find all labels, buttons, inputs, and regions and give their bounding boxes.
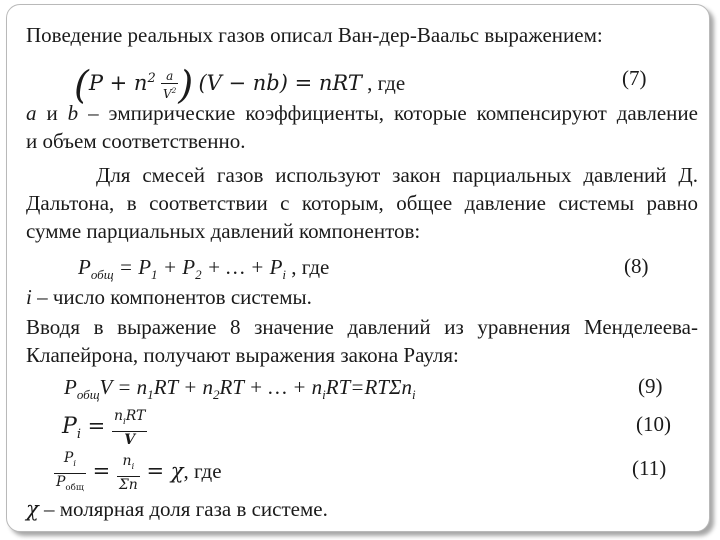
equation-11: $\frac{P_i}{P_{общ}}$ = $\frac{n_i}{\Sigma n}$ = χ, где — [54, 450, 222, 490]
dalton-line2: Дальтона, в соответствии с которым, общее давление системы равно — [26, 191, 698, 215]
fraction-ni-rt-over-v: $\frac{n_iRT}{V}$ — [113, 407, 146, 448]
raoult-line2: Клапейрона, получают выражения закона Рауля: — [26, 343, 459, 367]
fraction-pi-over-ptotal: $\frac{P_i}{P_{общ}}$ — [54, 450, 86, 497]
dalton-line1: Для смесей газов используют закон парциальных давлений Д. — [96, 163, 698, 187]
equation-number-9: (9) — [638, 374, 663, 398]
dalton-line3: сумме парциальных давлений компонентов: — [26, 219, 421, 243]
equation-number-10: (10) — [636, 412, 671, 436]
i-description: i – число компонентов системы. — [26, 285, 312, 309]
chi-description: χ – молярная доля газа в системе. — [26, 497, 328, 521]
equation-9: $P_{общ}V = n_1RT + n_2RT$ + … + $n_iRT=RT\Sigma n_i$ — [64, 375, 416, 403]
ab-description-line1: a и b – эмпирические коэффициенты, которые компенсируют давление — [26, 101, 698, 125]
equation-7: ($P + n^2$ $\frac{a}{V^2}$ ) (V − nb) = nRT , где — [74, 63, 406, 107]
equation-number-8: (8) — [624, 254, 649, 278]
fraction-a-over-v2: $\frac{a}{V^2}$ — [162, 69, 177, 102]
equation-number-7: (7) — [622, 66, 647, 90]
equation-number-11: (11) — [632, 456, 667, 480]
intro-text: Поведение реальных газов описал Ван-дер-Ваальс выражением: — [26, 23, 603, 47]
equation-8: $P_{общ} = P_1 + P_2$ + … + $P_i$ , где — [78, 255, 330, 283]
ab-description-line2: и объем соответственно. — [26, 129, 246, 153]
fraction-ni-over-sum-n: $\frac{n_i}{\Sigma n}$ — [118, 452, 138, 493]
raoult-line1: Вводя в выражение 8 значение давлений из уравнения Менделеева- — [26, 315, 698, 339]
equation-10: $P_i$ = $\frac{n_iRT}{V}$ — [62, 407, 146, 448]
